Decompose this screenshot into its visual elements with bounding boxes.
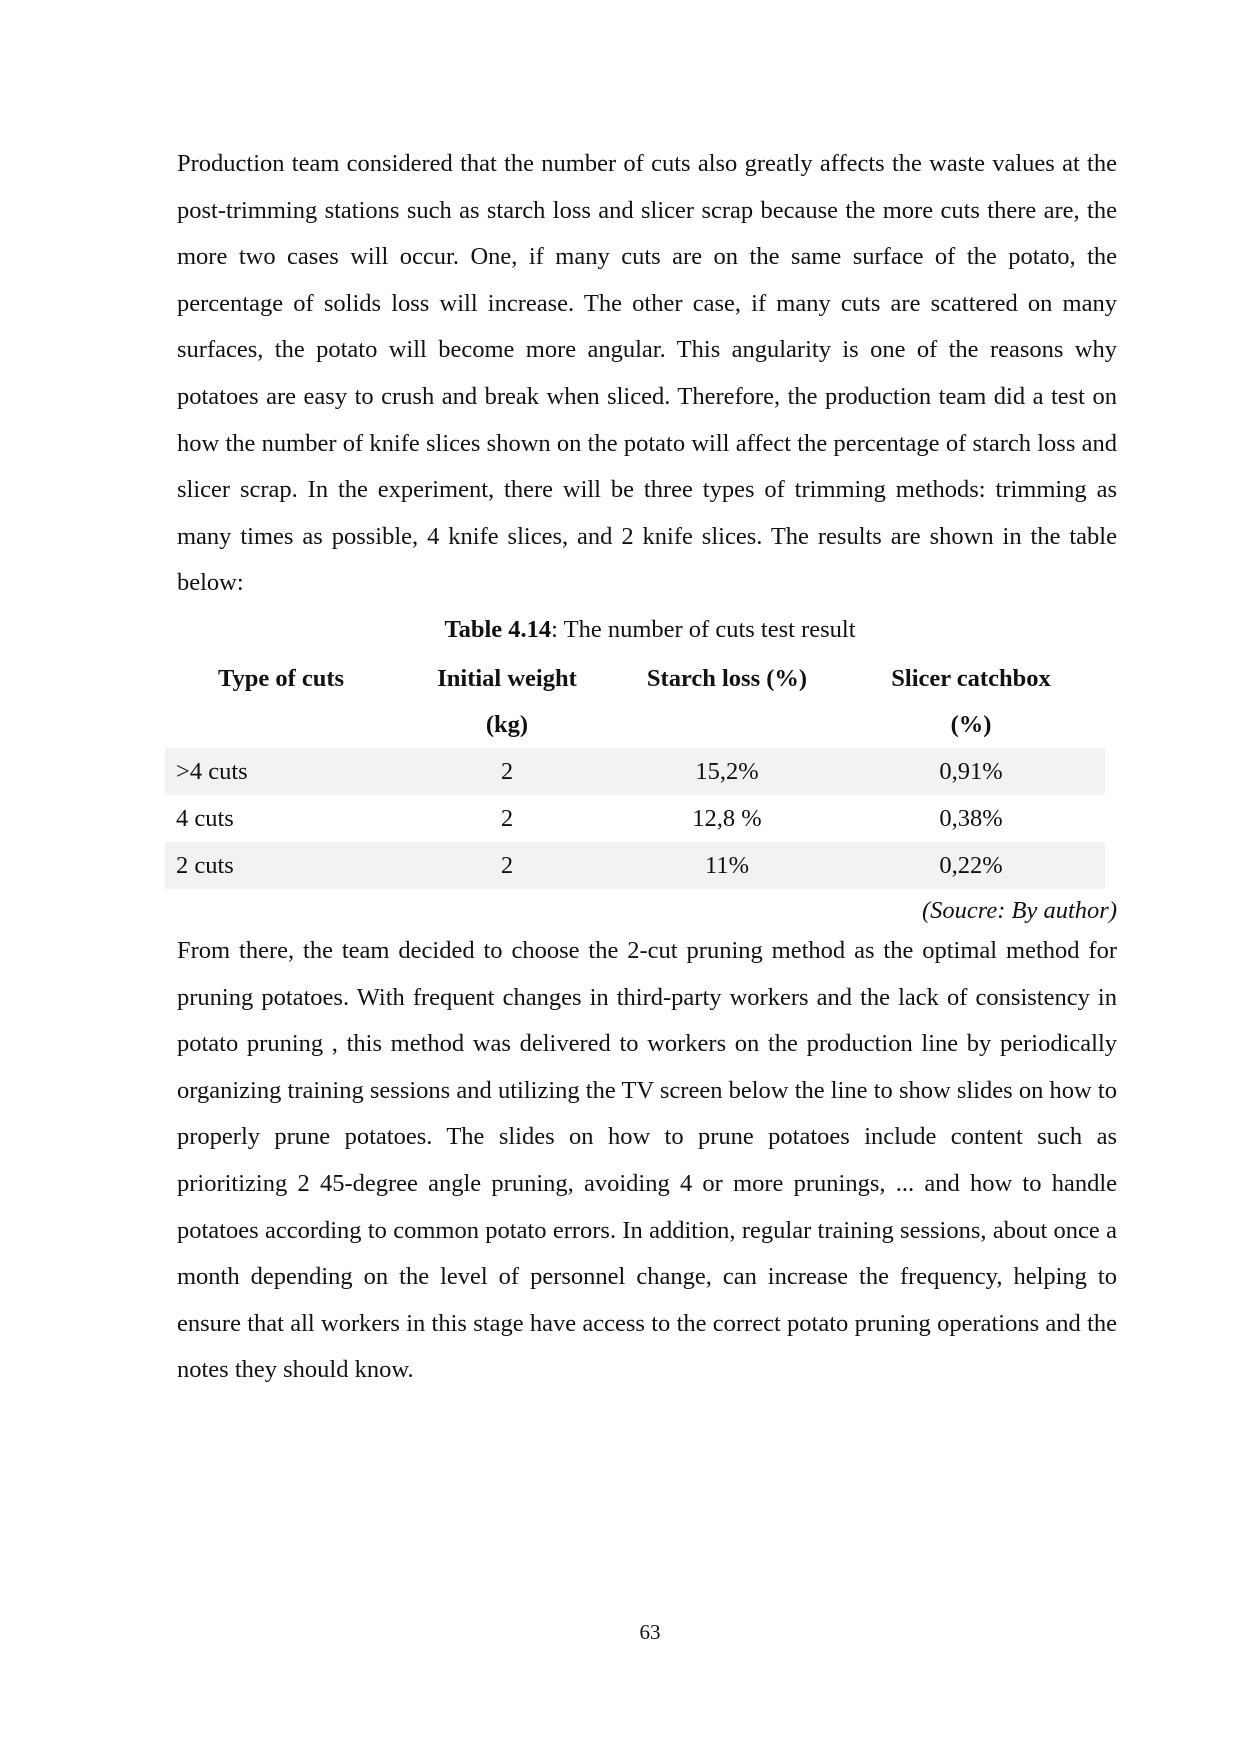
cell-weight: 2	[500, 805, 514, 832]
page-number: 63	[639, 1620, 661, 1644]
cuts-test-table	[165, 656, 1105, 889]
cell-slicer: 0,22%	[837, 842, 1105, 889]
cell-starch: 11%	[617, 842, 837, 889]
table-source-note: (Soucre: By author)	[921, 897, 1117, 924]
header-slicer-catchbox: Slicer catchbox (%)	[891, 665, 1051, 738]
table-row	[165, 748, 1105, 795]
table-caption-label: Table 4.14	[444, 616, 552, 643]
cell-weight: 2	[397, 748, 617, 795]
cell-slicer: 0,91%	[837, 748, 1105, 795]
cell-weight: 2	[397, 842, 617, 889]
header-initial-weight: Initial weight (kg)	[437, 665, 577, 738]
header-starch-loss: Starch loss (%)	[646, 665, 808, 692]
table-caption-text: : The number of cuts test result	[551, 616, 856, 643]
table-header-row	[165, 656, 1105, 748]
header-type-of-cuts: Type of cuts	[217, 665, 345, 692]
table-row	[165, 842, 1105, 889]
cell-slicer: 0,38%	[939, 805, 1003, 832]
cell-type: 2 cuts	[165, 842, 397, 889]
body-paragraph-intro: Production team considered that the number of cuts also greatly affects the waste values at the post-trimming stations such as starch loss and slicer scrap because the more cuts there are, the more two cases will occur. One, if many cuts are on the same surface of the potato, the percentage of solids loss will increase. The other case, if many cuts are scattered on many surfaces, the potato will become more angular. This angularity is one of the reasons why potatoes are easy to crush and break when sliced. Therefore, the production team did a test on how the number of knife slices shown on the potato will affect the percentage of starch loss and slicer scrap. In the experiment, there will be three types of trimming methods: trimming as many times as possible, 4 knife slices, and 2 knife slices. The results are shown in the table below:	[177, 150, 1117, 597]
cell-starch: 12,8 %	[692, 805, 762, 832]
table-row	[165, 795, 1105, 842]
cell-starch: 15,2%	[617, 748, 837, 795]
cell-type: >4 cuts	[165, 748, 397, 795]
table-caption	[0, 607, 1241, 653]
body-paragraph-conclusion: From there, the team decided to choose the 2-cut pruning method as the optimal method for pruning potatoes. With frequent changes in third-party workers and the lack of consistency in potato pruning , this method was delivered to workers on the production line by periodically organizing training sessions and utilizing the TV screen below the line to show slides on how to properly prune potatoes. The slides on how to prune potatoes include content such as prioritizing 2 45-degree angle pruning, avoiding 4 or more prunings, ... and how to handle potatoes according to common potato errors. In addition, regular training sessions, about once a month depending on the level of personnel change, can increase the frequency, helping to ensure that all workers in this stage have access to the correct potato pruning operations and the notes they should know.	[177, 937, 1117, 1384]
cell-type: 4 cuts	[176, 805, 234, 832]
